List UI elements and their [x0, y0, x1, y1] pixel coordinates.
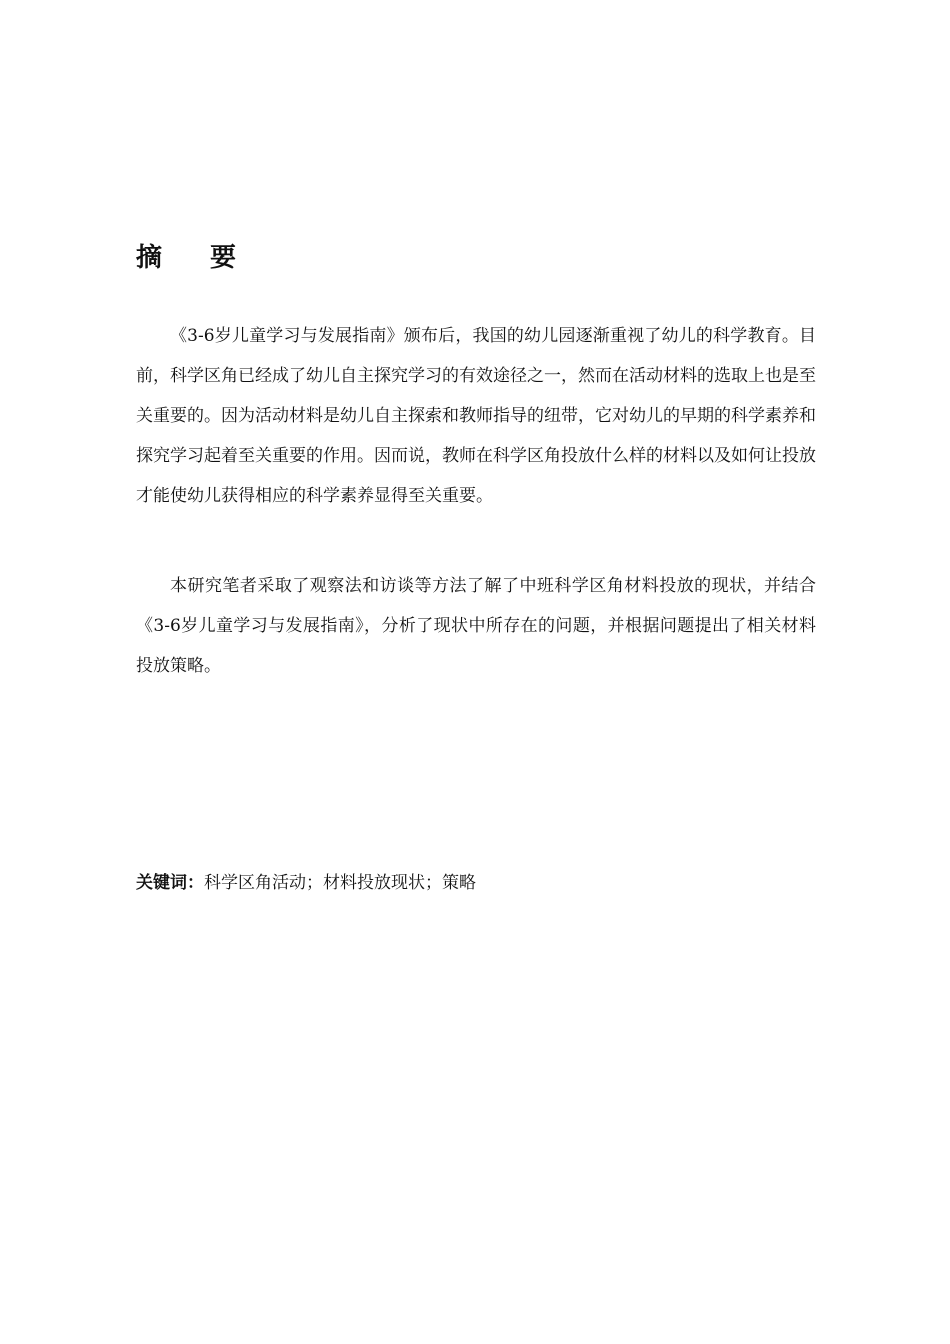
- keywords-line: [136, 868, 476, 898]
- abstract-paragraph-1-block: [136, 316, 816, 516]
- abstract-paragraph: 本研究笔者采取了观察法和访谈等方法了解了中班科学区角材料投放的现状，并结合《3-6岁儿童学习与发展指南》，分析了现状中所存在的问题，并根据问题提出了相关材料投放策略。: [136, 576, 816, 676]
- abstract-paragraph: 《3-6岁儿童学习与发展指南》颁布后，我国的幼儿园逐渐重视了幼儿的科学教育。目前，科学区角已经成了幼儿自主探究学习的有效途径之一，然而在活动材料的选取上也是至关重要的。因为活动材料是幼儿自主探索和教师指导的纽带，它对幼儿的早期的科学素养和探究学习起着至关重要的作用。因而说，教师在科学区角投放什么样的材料以及如何让投放才能使幼儿获得相应的科学素养显得至关重要。: [136, 326, 816, 506]
- abstract-heading-char-1: 摘: [136, 243, 163, 273]
- keywords-value: 科学区角活动；材料投放现状；策略: [204, 873, 476, 893]
- keywords-label: 关键词：: [136, 873, 204, 893]
- abstract-heading-char-2: 要: [210, 243, 237, 273]
- abstract-paragraph-2-block: [136, 566, 816, 686]
- abstract-heading: [136, 240, 236, 276]
